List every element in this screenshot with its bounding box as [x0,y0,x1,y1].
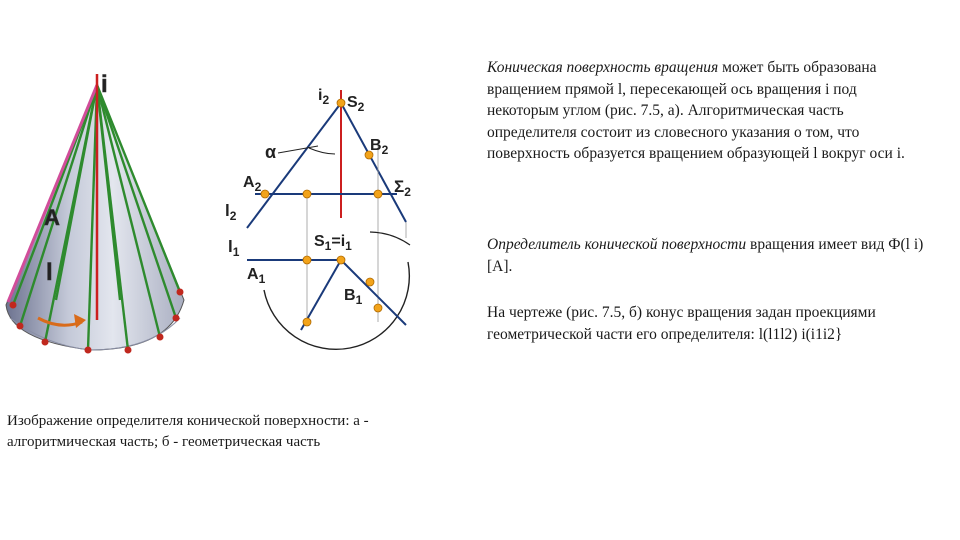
label-sigma2: $\Sigma_2$ [394,177,411,199]
label-l1: $l_1$ [228,237,240,259]
point-label-A: A [44,205,60,230]
projection-drawing [225,87,411,349]
label-S2: $S_2$ [347,94,365,114]
paragraph-drawing: На чертеже (рис. 7.5, б) конус вращения задан проекциями геометрической части его определителя: l(l1l2) i(i1i2} [487,304,876,343]
label-alpha: α [265,142,277,162]
label-B1: $B_1$ [344,287,363,307]
term-determinant: Определитель конической поверхности [487,236,747,253]
generator-label-l: l [46,259,53,286]
paragraph-determinant-body: вращения имеет вид Ф(l i)[A]. [487,236,924,275]
figure-caption: Изображение определителя конической поверхности: а - алгоритмическая часть; б - геометрическая часть [7,413,369,450]
label-A2: $A_2$ [243,174,262,194]
label-A1: $A_1$ [247,266,266,286]
label-i2: $i_2$ [318,87,330,107]
base-circle-h1-top [370,232,410,245]
axis-label-i: i [101,71,108,98]
paragraph-cone-surface-body: может быть образована вращением прямой l, пересекающей ось вращения i под некоторым углом (рис. 7.5, а). Алгоритмическая часть определителя состоит из словесного указания о том, что поверхность образуется вращением образующей l вокруг оси i. [487,59,905,162]
paragraph-cone-surface [487,57,927,165]
line-right-frontal [341,103,406,222]
paragraph-determinant [487,234,927,277]
label-S1-i1: $S_1=i_1$ [314,233,352,253]
label-l2: $l_2$ [225,201,237,223]
term-cone-surface: Коническая поверхность вращения [487,59,719,76]
projection-points [261,99,382,326]
line-l2 [247,103,341,228]
label-B2: $B_2$ [370,137,389,157]
angle-alpha-arc [309,148,335,154]
cone-3d [6,71,184,354]
